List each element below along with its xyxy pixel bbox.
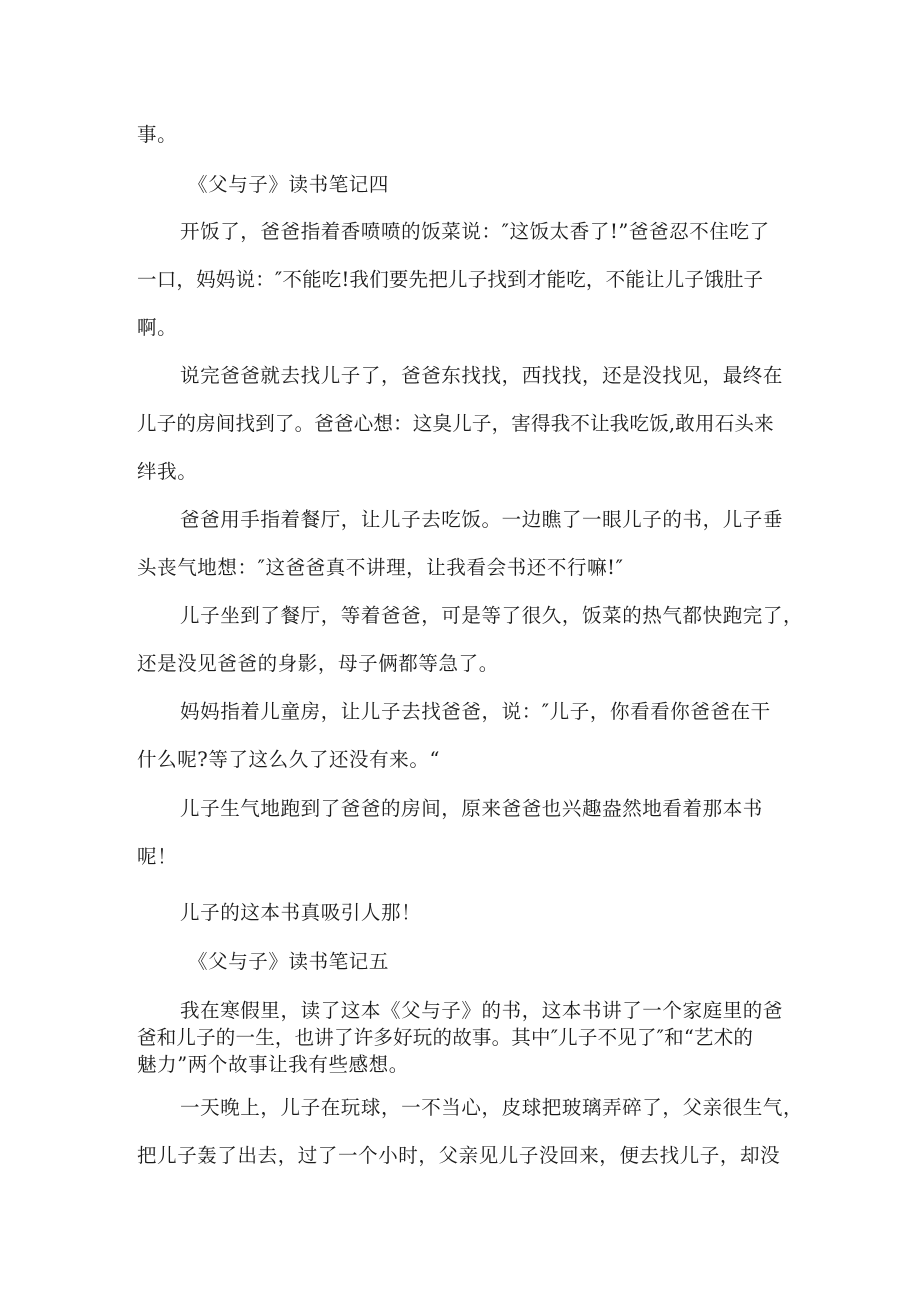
text-line: 儿子生气地跑到了爸爸的房间，原来爸爸也兴趣盎然地看着那本书 — [180, 797, 763, 820]
section-heading-4: 《父与子》读书笔记四 — [188, 173, 390, 196]
text-line: 还是没见爸爸的身影，母子俩都等急了。 — [137, 652, 499, 675]
text-line: 儿子的房间找到了。爸爸心想：这臭儿子，害得我不让我吃饭,敢用石头来 — [137, 412, 774, 435]
text-line: 儿子的这本书真吸引人那！ — [180, 901, 422, 924]
text-line: 爸爸用手指着餐厅，让儿子去吃饭。一边瞧了一眼儿子的书，儿子垂 — [180, 508, 784, 531]
text-line: 说完爸爸就去找儿子了，爸爸东找找，西找找，还是没找见，最终在 — [180, 364, 784, 387]
text-line: 开饭了，爸爸指着香喷喷的饭菜说：″这饭太香了!”爸爸忍不住吃了 — [180, 220, 770, 243]
text-line: 妈妈指着儿童房，让儿子去找爸爸，说：″儿子，你看看你爸爸在干 — [180, 700, 771, 723]
text-line: 把儿子轰了出去，过了一个小时，父亲见儿子没回来，便去找儿子，却没 — [137, 1144, 781, 1167]
text-line: 头丧气地想：″这爸爸真不讲理，让我看会书还不行嘛!″ — [137, 556, 624, 579]
text-line: 爸和儿子的一生，也讲了许多好玩的故事。其中″儿子不见了″和“艺术的 — [137, 1026, 754, 1049]
text-line: 儿子坐到了餐厅，等着爸爸，可是等了很久，饭菜的热气都快跑完了， — [180, 604, 804, 627]
text-line: 绊我。 — [137, 460, 198, 483]
section-heading-5: 《父与子》读书笔记五 — [188, 950, 390, 973]
text-line: 我在寒假里，读了这本《父与子》的书，这本书讲了一个家庭里的爸 — [180, 999, 784, 1022]
text-line: 啊。 — [137, 316, 178, 339]
text-line: 一天晚上，儿子在玩球，一不当心，皮球把玻璃弄碎了，父亲很生气， — [180, 1096, 804, 1119]
text-line: 呢！ — [137, 845, 178, 868]
text-line: 什么呢?等了这么久了还没有来。“ — [137, 748, 441, 771]
text-line: 魅力”两个故事让我有些感想。 — [137, 1053, 409, 1076]
text-line: 一口，妈妈说：″不能吃!我们要先把儿子找到才能吃，不能让儿子饿肚子 — [137, 268, 764, 291]
text-line: 事。 — [137, 123, 178, 146]
